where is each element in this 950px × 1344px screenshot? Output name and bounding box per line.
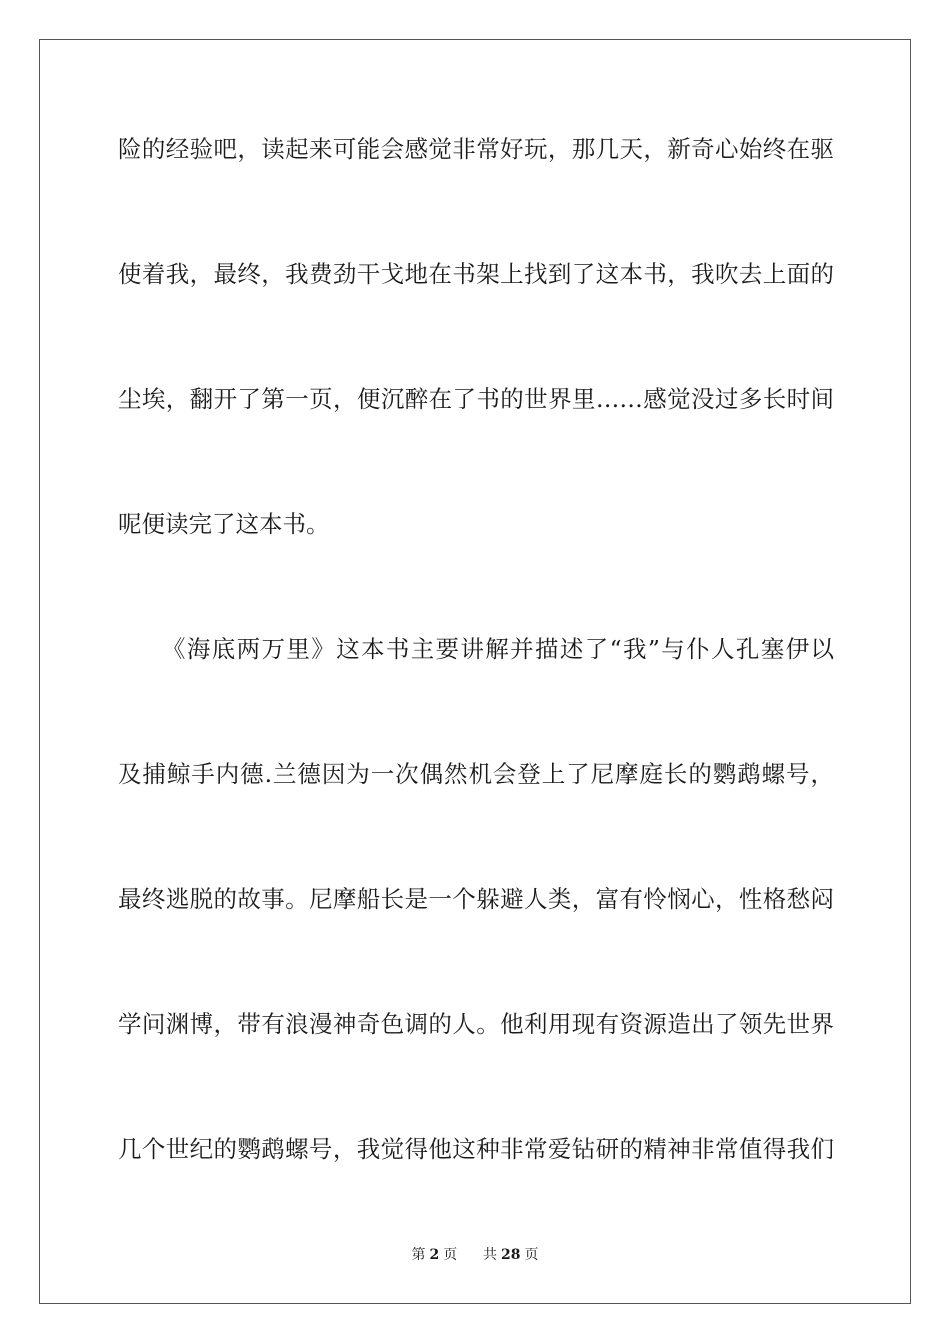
text-line: 最终逃脱的故事。尼摩船长是一个躲避人类，富有怜悯心，性格愁闷 [118,885,834,913]
text-line: 尘埃，翻开了第一页，便沉醉在了书的世界里……感觉没过多长时间 [118,385,834,413]
page-indicator [409,1247,459,1263]
page-border [39,39,911,1304]
page-footer [0,1246,950,1264]
total-pages-indicator [481,1247,540,1263]
paragraph-first-line: 《海底两万里》这本书主要讲解并描述了“我”与仆人孔塞伊以 [162,635,834,663]
text-line: 使着我，最终，我费劲干戈地在书架上找到了这本书，我吹去上面的 [118,260,834,288]
total-suffix: 页 [524,1247,539,1263]
text-line: 呢便读完了这本书。 [118,510,330,538]
total-prefix: 共 [483,1247,498,1263]
text-line: 学问渊博，带有浪漫神奇色调的人。他利用现有资源造出了领先世界 [118,1010,834,1038]
page-prefix: 第 [411,1247,426,1263]
text-line: 几个世纪的鹦鹉螺号，我觉得他这种非常爱钻研的精神非常值得我们 [118,1135,834,1163]
page-number: 2 [429,1247,440,1263]
text-line: 及捕鲸手内德.兰德因为一次偶然机会登上了尼摩庭长的鹦鹉螺号， [118,760,834,788]
text-line: 险的经验吧，读起来可能会感觉非常好玩，那几天，新奇心始终在驱 [118,135,834,163]
page-suffix: 页 [443,1247,458,1263]
total-pages: 28 [501,1247,521,1263]
